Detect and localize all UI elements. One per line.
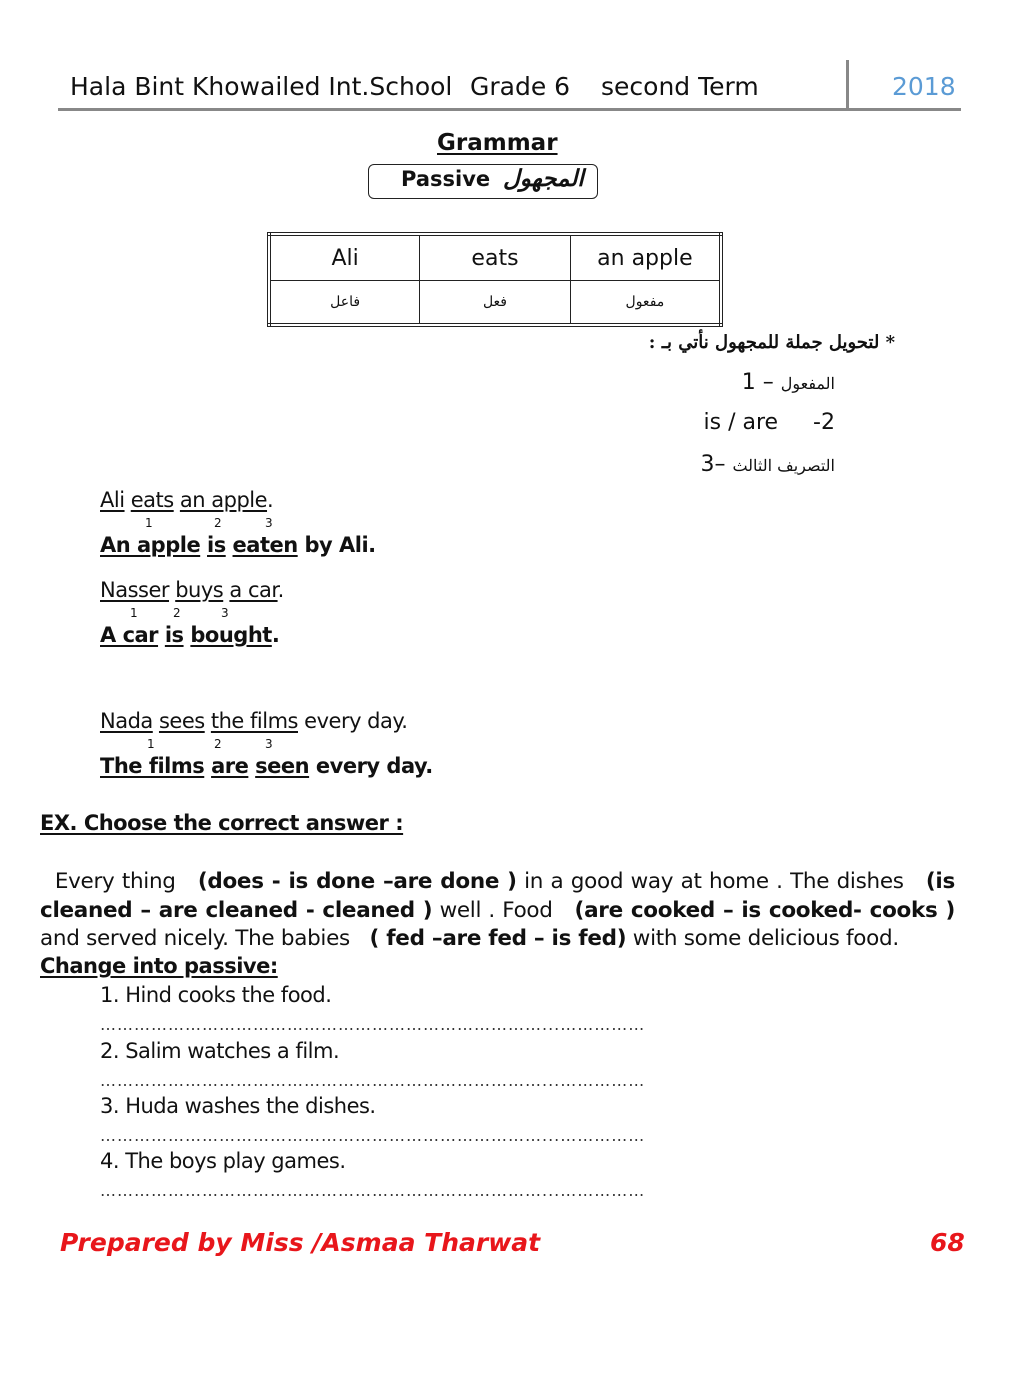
exercise-paragraph: Every thing (does - is done –are done ) in a good way at home . The dishes (is cleaned – are cleaned - cleaned ) well . Food (are cooked – is cooked- cooks ) and served nicely. The babies ( fed –are fed – is fed) with some delicious food. xyxy=(40,869,955,951)
example-1-passive: An apple is eaten by Ali. xyxy=(100,533,376,557)
term: second Term xyxy=(601,72,759,101)
number-label: 2 xyxy=(214,516,222,530)
example-1-active: Ali eats an apple. xyxy=(100,488,274,512)
header-divider xyxy=(58,108,961,111)
rule-text: المفعول xyxy=(780,374,835,393)
question-2: 2. Salim watches a film. xyxy=(100,1039,340,1063)
prepared-by: Prepared by Miss /Asmaa Tharwat xyxy=(60,1228,541,1257)
cell: an apple xyxy=(570,234,721,281)
rules-heading: * لتحويل جملة للمجهول نأتي بـ : xyxy=(648,332,895,353)
year: 2018 xyxy=(892,72,956,101)
grade: Grade 6 xyxy=(470,72,571,101)
number-label: 1 xyxy=(147,737,155,751)
header-vertical-divider xyxy=(846,60,849,110)
cell: فعل xyxy=(420,281,571,326)
rule-text: التصريف الثالث xyxy=(732,456,835,475)
cell: Ali xyxy=(269,234,420,281)
page-title: Grammar xyxy=(437,130,558,156)
rule-num: 1 xyxy=(741,370,756,395)
rule-2: is / are -2 xyxy=(703,410,835,435)
cell: مفعول xyxy=(570,281,721,326)
topic-en: Passive xyxy=(401,167,491,191)
cell: فاعل xyxy=(269,281,420,326)
number-label: 1 xyxy=(145,516,153,530)
question-1: 1. Hind cooks the food. xyxy=(100,983,332,1007)
example-3-active: Nada sees the films every day. xyxy=(100,709,408,733)
rule-3: التصريف الثالث –3 xyxy=(700,452,835,477)
topic-box xyxy=(368,164,598,199)
answer-line-2[interactable]: ……………………………………………………………………...…………… xyxy=(100,1071,646,1090)
rule-1: المفعول – 1 xyxy=(741,370,835,395)
answer-line-1[interactable]: ……………………………………………………………………...…………… xyxy=(100,1015,646,1034)
page-number: 68 xyxy=(930,1228,965,1257)
question-3: 3. Huda washes the dishes. xyxy=(100,1094,376,1118)
exercise-heading: EX. Choose the correct answer : xyxy=(40,811,404,835)
rule-text: is / are xyxy=(703,410,779,435)
number-label: 2 xyxy=(173,606,181,620)
example-2-active: Nasser buys a car. xyxy=(100,578,284,602)
example-2-passive: A car is bought. xyxy=(100,623,280,647)
change-heading: Change into passive: xyxy=(40,954,278,978)
school-name: Hala Bint Khowailed Int.School xyxy=(70,72,453,101)
number-label: 2 xyxy=(214,737,222,751)
rule-num: 2 xyxy=(821,410,835,435)
answer-line-3[interactable]: ……………………………………………………………………...…………… xyxy=(100,1126,646,1145)
number-label: 3 xyxy=(265,516,273,530)
number-label: 3 xyxy=(221,606,229,620)
cell: eats xyxy=(420,234,571,281)
question-4: 4. The boys play games. xyxy=(100,1149,346,1173)
number-label: 3 xyxy=(265,737,273,751)
number-label: 1 xyxy=(130,606,138,620)
answer-line-4[interactable]: ……………………………………………………………………...…………… xyxy=(100,1181,646,1200)
example-3-passive: The films are seen every day. xyxy=(100,754,433,778)
sentence-parts-table xyxy=(267,232,723,327)
rule-num: 3 xyxy=(700,452,715,477)
topic-ar: المجهول xyxy=(503,165,584,192)
